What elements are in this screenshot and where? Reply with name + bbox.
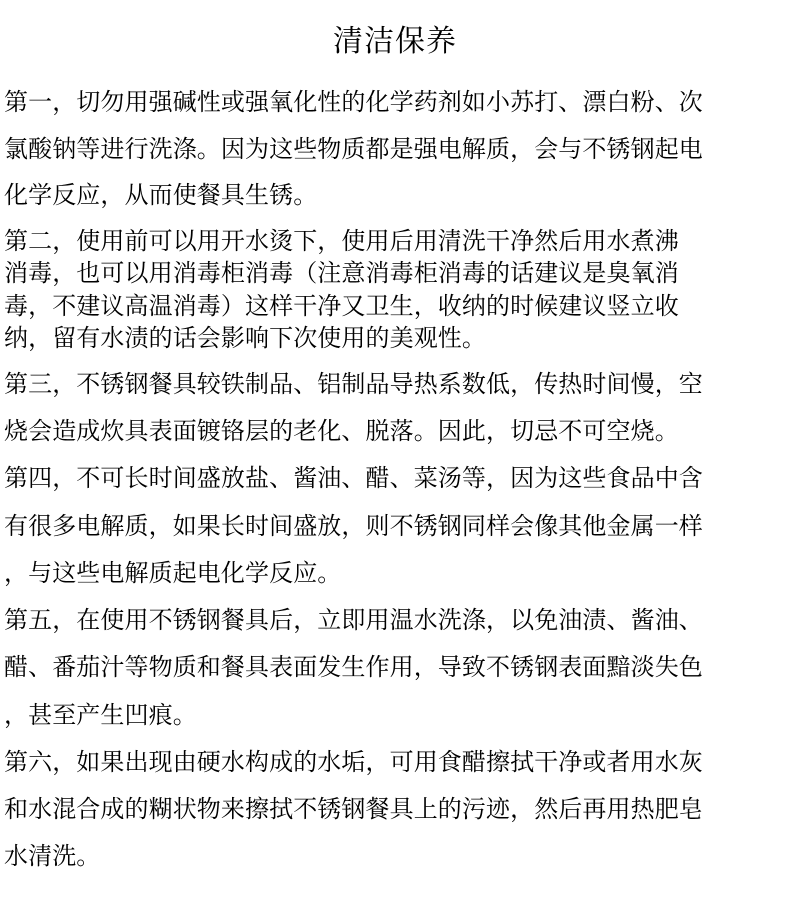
- section-4-line-3: ，与这些电解质起电化学反应。: [4, 559, 342, 587]
- section-3-line-1: 第三，不锈钢餐具较铁制品、铝制品导热系数低，传热时间慢，空: [4, 370, 703, 398]
- section-2-line-3: 毒，不建议高温消毒）这样干净又卫生，收纳的时候建议竖立收: [4, 292, 679, 320]
- section-5-line-2: 醋、番茄汁等物质和餐具表面发生作用，导致不锈钢表面黯淡失色: [4, 653, 703, 681]
- section-4-line-2: 有很多电解质，如果长时间盛放，则不锈钢同样会像其他金属一样: [4, 512, 703, 540]
- section-6-line-2: 和水混合成的糊状物来擦拭不锈钢餐具上的污迹，然后再用热肥皂: [4, 795, 703, 823]
- section-1-line-2: 氯酸钠等进行洗涤。因为这些物质都是强电解质，会与不锈钢起电: [4, 135, 703, 163]
- section-5-line-3: ，甚至产生凹痕。: [4, 701, 197, 729]
- section-6-line-1: 第六，如果出现由硬水构成的水垢，可用食醋擦拭干净或者用水灰: [4, 748, 703, 776]
- section-1-line-3: 化学反应，从而使餐具生锈。: [4, 181, 318, 209]
- section-1-line-1: 第一，切勿用强碱性或强氧化性的化学药剂如小苏打、漂白粉、次: [4, 88, 703, 116]
- page-title: 清洁保养: [333, 24, 457, 59]
- section-3-line-2: 烧会造成炊具表面镀铬层的老化、脱落。因此，切忌不可空烧。: [4, 417, 679, 445]
- section-5-line-1: 第五，在使用不锈钢餐具后，立即用温水洗涤，以免油渍、酱油、: [4, 606, 703, 634]
- section-6-line-3: 水清洗。: [4, 842, 101, 870]
- section-2-line-1: 第二，使用前可以用开水烫下，使用后用清洗干净然后用水煮沸: [4, 227, 679, 255]
- section-4-line-1: 第四，不可长时间盛放盐、酱油、醋、菜汤等，因为这些食品中含: [4, 464, 703, 492]
- section-2-line-4: 纳，留有水渍的话会影响下次使用的美观性。: [4, 324, 486, 352]
- section-2-line-2: 消毒，也可以用消毒柜消毒（注意消毒柜消毒的话建议是臭氧消: [4, 259, 679, 287]
